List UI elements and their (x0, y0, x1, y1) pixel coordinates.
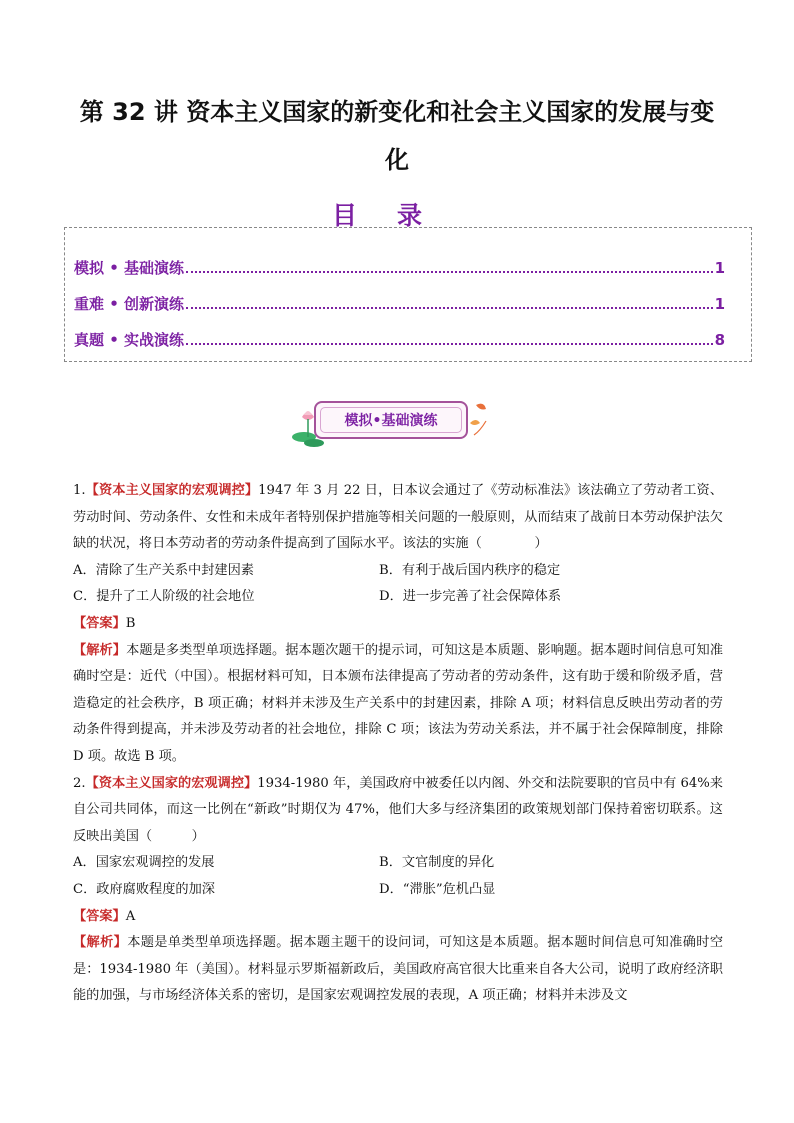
option-a: A．国家宏观调控的发展 (73, 855, 215, 871)
option-b: B．文官制度的异化 (379, 855, 495, 871)
toc-item-page: 8 (714, 331, 725, 349)
option-row (73, 850, 723, 877)
section-badge (290, 393, 500, 451)
answer-line: 【答案】B (73, 615, 136, 631)
option-row (73, 558, 723, 585)
toc-item[interactable] (74, 329, 725, 353)
question-item (73, 771, 723, 1010)
answer-line: 【答案】A (73, 908, 136, 924)
question-stem: 2.【资本主义国家的宏观调控】1934-1980 年，美国政府中被委任以内阁、外交和法院要职的官员中有 64%来自公司共同体，而这一比例在“新政”时期仅为 47%，他们大多与经济集团的政策规划部门保持着密切联系。这反映出美国（ ） (73, 775, 723, 844)
option-c: C．提升了工人阶级的社会地位 (73, 589, 255, 605)
option-row (73, 877, 723, 904)
question-topic-tag: 【资本主义国家的宏观调控】 (85, 483, 259, 498)
option-d: D．“滞胀”危机凸显 (379, 881, 496, 897)
question-topic-tag: 【资本主义国家的宏观调控】 (85, 775, 258, 791)
toc-leader-dots (186, 306, 713, 309)
toc-item-page: 1 (714, 259, 725, 277)
question-item (73, 478, 723, 771)
option-b: B．有利于战后国内秩序的稳定 (379, 562, 561, 578)
toc-item-page: 1 (714, 295, 725, 313)
document-title (60, 88, 734, 184)
questions-content (73, 478, 723, 1010)
option-row (73, 584, 723, 611)
option-d: D．进一步完善了社会保障体系 (379, 589, 562, 605)
section-badge-label: 模拟•基础演练 (314, 401, 468, 439)
toc-item-label: 重难 • 创新演练 (74, 295, 185, 313)
toc-leader-dots (186, 342, 713, 345)
toc-item-label: 真题 • 实战演练 (74, 331, 185, 349)
toc-heading: 目录 (331, 201, 462, 230)
option-a: A．清除了生产关系中封建因素 (73, 562, 254, 578)
question-stem: 1.【资本主义国家的宏观调控】1947 年 3 月 22 日，日本议会通过了《劳动标准法》该法确立了劳动者工资、劳动时间、劳动条件、女性和未成年者特别保护措施等相关问题的一般原则，从而结束了战前日本劳动保护法欠缺的状况，将日本劳动者的劳动条件提高到了国际水平。该法的实施（ ） (73, 483, 723, 552)
toc-item[interactable] (74, 293, 725, 317)
table-of-contents (64, 227, 752, 362)
title-line-1: 第 32 讲 资本主义国家的新变化和社会主义国家的发展与变 (79, 98, 715, 126)
toc-item[interactable] (74, 257, 725, 281)
option-c: C．政府腐败程度的加深 (73, 881, 215, 897)
toc-leader-dots (186, 270, 713, 273)
title-line-2: 化 (385, 146, 409, 174)
toc-item-label: 模拟 • 基础演练 (74, 259, 185, 277)
analysis-paragraph: 【解析】本题是单类型单项选择题。据本题主题干的设问词，可知这是本质题。据本题时间信息可知准确时空是：1934-1980 年（美国）。材料显示罗斯福新政后，美国政府高官很大比重来自各大公司，说明了政府经济职能的加强，与市场经济体关系的密切，是国家宏观调控发展的表现，A 项正确；材料并未涉及文 (73, 935, 724, 1004)
analysis-paragraph: 【解析】本题是多类型单项选择题。据本题次题干的提示词，可知这是本质题、影响题。据本题时间信息可知准确时空是：近代（中国）。根据材料可知，日本颁布法律提高了劳动者的劳动条件，这有助于缓和阶级矛盾，营造稳定的社会秩序，B 项正确；材料并未涉及生产关系中的封建因素，排除 A 项；材料信息反映出劳动者的劳动条件得到提高，并未涉及劳动者的社会地位，排除 C 项；该法为劳动关系法，并不属于社会保障制度，排除 D 项。故选 B 项。 (73, 642, 724, 764)
